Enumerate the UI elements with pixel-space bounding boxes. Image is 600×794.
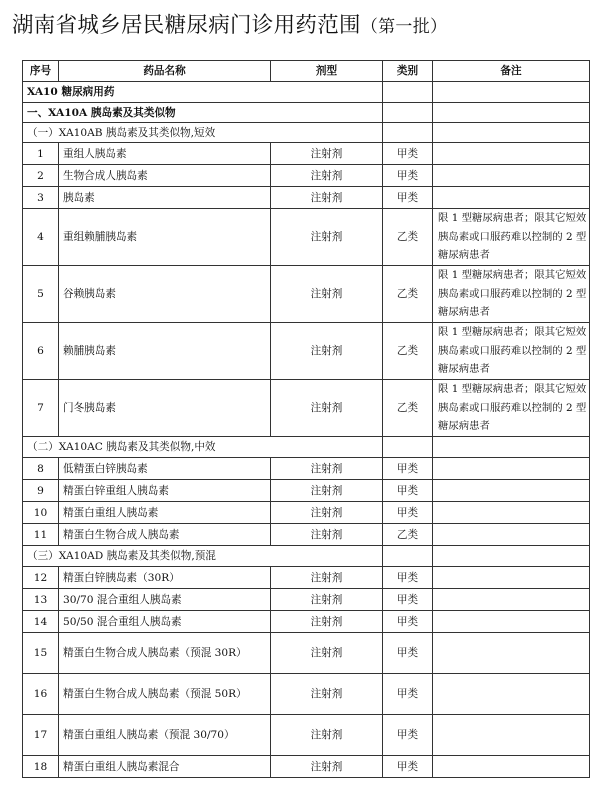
header-note: 备注 xyxy=(433,61,590,82)
row-note: 限 1 型糖尿病患者；限其它短效胰岛素或口服药难以控制的 2 型糖尿病患者 xyxy=(433,323,590,380)
table-row xyxy=(23,187,590,209)
table-row xyxy=(23,611,590,633)
table-row xyxy=(23,209,590,266)
row-note xyxy=(433,458,590,480)
row-category: 甲类 xyxy=(383,480,433,502)
row-form: 注射剂 xyxy=(271,756,383,778)
table-row xyxy=(23,380,590,437)
empty-cell xyxy=(433,103,590,123)
row-category: 甲类 xyxy=(383,633,433,674)
row-no: 1 xyxy=(23,143,59,165)
section-row xyxy=(23,82,590,103)
row-form: 注射剂 xyxy=(271,524,383,546)
table-row xyxy=(23,165,590,187)
table-row xyxy=(23,756,590,778)
table-row xyxy=(23,715,590,756)
row-no: 16 xyxy=(23,674,59,715)
section-xa10a: 一、XA10A 胰岛素及其类似物 xyxy=(23,103,383,123)
row-note xyxy=(433,165,590,187)
row-name: 赖脯胰岛素 xyxy=(59,323,271,380)
row-form: 注射剂 xyxy=(271,567,383,589)
row-form: 注射剂 xyxy=(271,633,383,674)
header-name: 药品名称 xyxy=(59,61,271,82)
row-form: 注射剂 xyxy=(271,143,383,165)
row-form: 注射剂 xyxy=(271,187,383,209)
row-no: 11 xyxy=(23,524,59,546)
row-category: 乙类 xyxy=(383,524,433,546)
row-no: 4 xyxy=(23,209,59,266)
row-form: 注射剂 xyxy=(271,715,383,756)
row-name: 生物合成人胰岛素 xyxy=(59,165,271,187)
table-row xyxy=(23,502,590,524)
row-name: 精蛋白重组人胰岛素混合 xyxy=(59,756,271,778)
row-note xyxy=(433,480,590,502)
row-note xyxy=(433,674,590,715)
row-note xyxy=(433,187,590,209)
row-category: 甲类 xyxy=(383,589,433,611)
table-row xyxy=(23,266,590,323)
row-name: 重组人胰岛素 xyxy=(59,143,271,165)
row-category: 甲类 xyxy=(383,165,433,187)
row-form: 注射剂 xyxy=(271,380,383,437)
row-no: 10 xyxy=(23,502,59,524)
table-row xyxy=(23,674,590,715)
row-category: 甲类 xyxy=(383,674,433,715)
row-form: 注射剂 xyxy=(271,589,383,611)
row-category: 甲类 xyxy=(383,143,433,165)
row-no: 9 xyxy=(23,480,59,502)
row-no: 18 xyxy=(23,756,59,778)
title-batch: （第一批） xyxy=(360,17,448,37)
section-row xyxy=(23,103,590,123)
row-form: 注射剂 xyxy=(271,266,383,323)
row-form: 注射剂 xyxy=(271,480,383,502)
title-main: 湖南省城乡居民糖尿病门诊用药范围 xyxy=(12,13,361,38)
row-name: 30/70 混合重组人胰岛素 xyxy=(59,589,271,611)
group-xa10ad: （三）XA10AD 胰岛素及其类似物,预混 xyxy=(23,546,383,567)
row-category: 甲类 xyxy=(383,458,433,480)
table-header-row xyxy=(23,61,590,82)
row-category: 甲类 xyxy=(383,715,433,756)
row-name: 门冬胰岛素 xyxy=(59,380,271,437)
group-row xyxy=(23,123,590,143)
row-category: 甲类 xyxy=(383,611,433,633)
row-note: 限 1 型糖尿病患者；限其它短效胰岛素或口服药难以控制的 2 型糖尿病患者 xyxy=(433,209,590,266)
row-name: 精蛋白锌重组人胰岛素 xyxy=(59,480,271,502)
header-category: 类别 xyxy=(383,61,433,82)
row-name: 重组赖脯胰岛素 xyxy=(59,209,271,266)
row-note xyxy=(433,756,590,778)
empty-cell xyxy=(383,123,433,143)
row-no: 3 xyxy=(23,187,59,209)
row-note xyxy=(433,715,590,756)
header-no: 序号 xyxy=(23,61,59,82)
drug-table xyxy=(22,60,590,778)
page-title xyxy=(12,6,592,46)
section-xa10: XA10 糖尿病用药 xyxy=(23,82,383,103)
table-row xyxy=(23,458,590,480)
row-no: 15 xyxy=(23,633,59,674)
row-note xyxy=(433,633,590,674)
row-note xyxy=(433,143,590,165)
row-category: 乙类 xyxy=(383,209,433,266)
empty-cell xyxy=(383,437,433,458)
group-xa10ac: （二）XA10AC 胰岛素及其类似物,中效 xyxy=(23,437,383,458)
row-note: 限 1 型糖尿病患者；限其它短效胰岛素或口服药难以控制的 2 型糖尿病患者 xyxy=(433,266,590,323)
row-note xyxy=(433,611,590,633)
row-no: 8 xyxy=(23,458,59,480)
table-row xyxy=(23,480,590,502)
group-row xyxy=(23,437,590,458)
row-form: 注射剂 xyxy=(271,611,383,633)
row-note: 限 1 型糖尿病患者；限其它短效胰岛素或口服药难以控制的 2 型糖尿病患者 xyxy=(433,380,590,437)
row-note xyxy=(433,524,590,546)
row-no: 6 xyxy=(23,323,59,380)
row-name: 精蛋白锌胰岛素（30R） xyxy=(59,567,271,589)
row-no: 5 xyxy=(23,266,59,323)
row-note xyxy=(433,567,590,589)
row-note xyxy=(433,502,590,524)
row-name: 50/50 混合重组人胰岛素 xyxy=(59,611,271,633)
empty-cell xyxy=(383,103,433,123)
row-form: 注射剂 xyxy=(271,674,383,715)
row-name: 精蛋白生物合成人胰岛素（预混 50R） xyxy=(59,674,271,715)
row-form: 注射剂 xyxy=(271,458,383,480)
header-form: 剂型 xyxy=(271,61,383,82)
table-row xyxy=(23,567,590,589)
empty-cell xyxy=(433,546,590,567)
row-no: 17 xyxy=(23,715,59,756)
table-row xyxy=(23,589,590,611)
row-category: 乙类 xyxy=(383,380,433,437)
row-no: 13 xyxy=(23,589,59,611)
empty-cell xyxy=(383,82,433,103)
empty-cell xyxy=(383,546,433,567)
row-form: 注射剂 xyxy=(271,502,383,524)
empty-cell xyxy=(433,437,590,458)
empty-cell xyxy=(433,82,590,103)
row-category: 乙类 xyxy=(383,266,433,323)
row-name: 精蛋白生物合成人胰岛素（预混 30R） xyxy=(59,633,271,674)
row-category: 乙类 xyxy=(383,323,433,380)
row-category: 甲类 xyxy=(383,756,433,778)
row-name: 精蛋白重组人胰岛素 xyxy=(59,502,271,524)
table-row xyxy=(23,323,590,380)
row-category: 甲类 xyxy=(383,567,433,589)
row-form: 注射剂 xyxy=(271,209,383,266)
row-name: 谷赖胰岛素 xyxy=(59,266,271,323)
row-no: 14 xyxy=(23,611,59,633)
row-no: 12 xyxy=(23,567,59,589)
row-category: 甲类 xyxy=(383,502,433,524)
table-row xyxy=(23,633,590,674)
empty-cell xyxy=(433,123,590,143)
group-row xyxy=(23,546,590,567)
row-name: 精蛋白重组人胰岛素（预混 30/70） xyxy=(59,715,271,756)
table-row xyxy=(23,524,590,546)
row-no: 2 xyxy=(23,165,59,187)
row-no: 7 xyxy=(23,380,59,437)
row-name: 胰岛素 xyxy=(59,187,271,209)
table-row xyxy=(23,143,590,165)
row-note xyxy=(433,589,590,611)
row-form: 注射剂 xyxy=(271,165,383,187)
group-xa10ab: （一）XA10AB 胰岛素及其类似物,短效 xyxy=(23,123,383,143)
row-form: 注射剂 xyxy=(271,323,383,380)
row-category: 甲类 xyxy=(383,187,433,209)
row-name: 低精蛋白锌胰岛素 xyxy=(59,458,271,480)
row-name: 精蛋白生物合成人胰岛素 xyxy=(59,524,271,546)
